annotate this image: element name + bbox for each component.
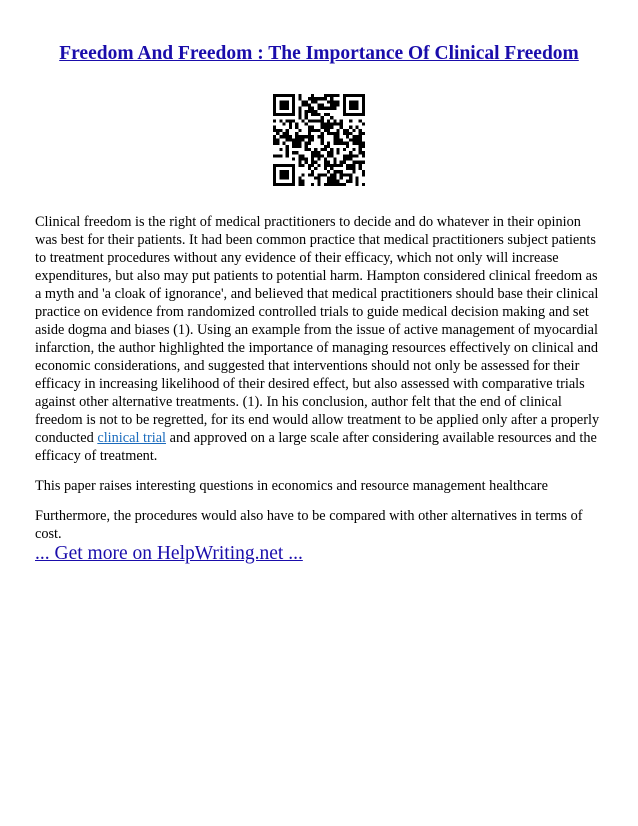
- document-title-link[interactable]: Freedom And Freedom : The Importance Of Clinical Freedom: [59, 43, 579, 64]
- paragraph-3: Furthermore, the procedures would also have to be compared with other alternatives in terms of cost.: [35, 508, 583, 542]
- article-body: [35, 213, 605, 555]
- paragraph-1: [35, 213, 605, 465]
- qr-code-icon: [273, 94, 365, 186]
- paragraph-1-text-after: and approved on a large scale after considering available resources and the efficacy of treatment.: [35, 430, 597, 464]
- paragraph-1-text-before: Clinical freedom is the right of medical practitioners to decide and do whatever in their opinion was best for their patients. It had been common practice that medical practitioners subject patients to treatment procedures without any evidence of their efficacy, which not only will increase expenditures, but also may put patients to potential harm. Hampton considered clinical freedom as a myth and 'a cloak of ignorance', and believed that medical practitioners should base their clinical practice on evidence from randomized controlled trials to guide medical decision making and set aside dogma and biases (1). Using an example from the issue of active management of myocardial infarction, the author highlighted the importance of managing resources effectively on clinical and economic considerations, and suggested that interventions should not only be assessed for their efficacy in increasing likelihood of their desired effect, but also assessed with comparative trials against other alternative treatments. (1). In his conclusion, author felt that the end of clinical freedom is not to be regretted, for its end would allow treatment to be applied only after a properly conducted: [35, 214, 600, 446]
- get-more-link[interactable]: ... Get more on HelpWriting.net ...: [35, 543, 303, 564]
- paragraph-2: This paper raises interesting questions in economics and resource management healthcare: [35, 478, 548, 494]
- clinical-trial-link[interactable]: clinical trial: [97, 430, 167, 446]
